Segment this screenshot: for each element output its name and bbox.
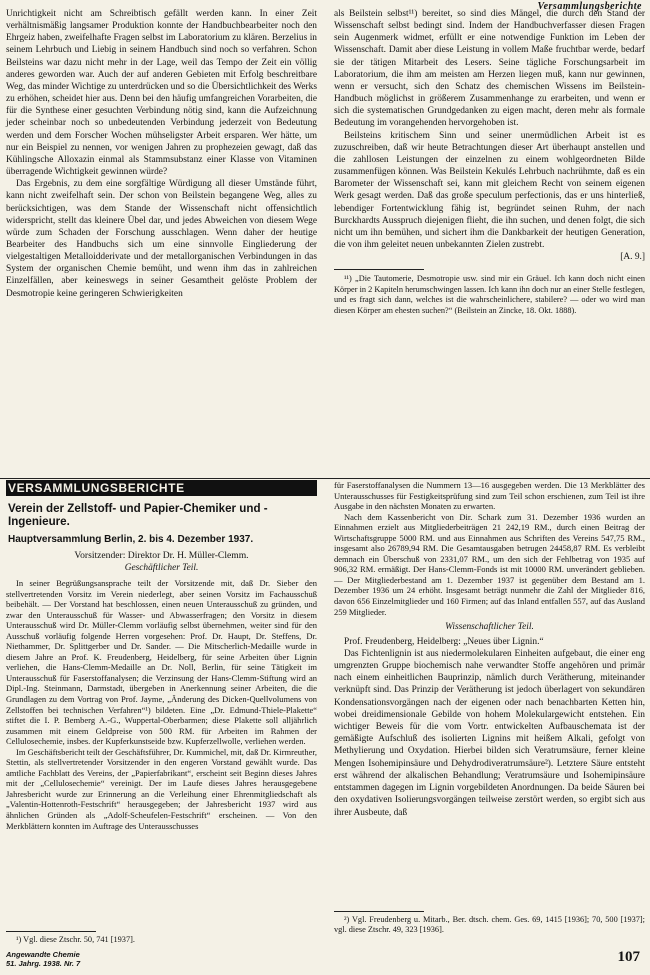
paragraph: Beilsteins kritischem Sinn und seiner unermüdlichen Arbeit ist es zuzuschreiben, daß wir heute Betrachtungen dieser Art überhaupt anstellen und die zahllosen Leistungen der einzelnen zu einem wohlgeordneten Bilde zusammenfügen können. Was Beilstein Kekulés Lehrbuch nachrühmte, daß es ein Barometer der Wissenschaft sei, kann mit gleichem Recht von seinem eigenen Werk gesagt werden. Daß das große speculum perfectionis, das er uns hinterließ, lebendiger Fortentwicklung fähig ist, begründet seinen Ruhm, der nach Burckhardts Ausspruch diejenigen flieht, die ihn suchen, und denen folgt, die sich nicht um ihn bemühen, und sichert ihm die Dankbarkeit der heutigen Generation, die von ihm geleitet neuen unbekannten Zielen zustrebt. <box>334 130 645 250</box>
paragraph: In seiner Begrüßungsansprache teilt der Vorsitzende mit, daß Dr. Sieber den stellvertretenden Vorsitz im Verein niederlegt, aber seinen Vorsitz im Fachausschuß beibehält. — Der Vorstand hat beschlossen, einen neuen Unterausschuß zu gründen, und zwar den Unterausschuß für Wasser- und Abwasserfragen; den Vorsitz in diesem Unterausschuß wird Dr. Müller-Clemm vorläufig selbst übernehmen, weiter sind für den Ausschuß vorläufig folgende Herren vorgesehen: Prof. Dr. Haupt, Dr. Steffens, Dr. Niethammer, Dr. Splittgerber und Dr. Sander. — Die Mitscherlich-Medaille wurde in diesem Jahre an Prof. K. Freudenberg, Heidelberg, für seine Arbeiten über Lignin verliehen, die Hans-Clemm-Medaille an Dr. Noll, Berlin, für seine Tätigkeit im Unterausschuß für Faserstoffanalysen; die Verzinsung der Hans-Clemm-Stiftung wird an Dipl.-Ing. Steinmann, Darmstadt, übergeben in Anerkennung seiner Arbeiten, die die Grundlagen zu dem Vortrag von Prof. Jayme, „Änderung des Dicken-Quellvolumens von Zellstoffen bei technischen Verfahren“¹) bildeten. Eine „Dr. Edmund-Thiele-Plakette“ stiftet die I. P. Bemberg A.-G., Wuppertal-Oberbarmen; diese Plakette soll alljährlich zusammen mit einem Geldpreise von 500 RM. für Arbeiten im Rahmen der Cellulosechemie, insbes. der Kupferkunstseide bzw. Kupferzellwolle, verliehen werden. <box>6 578 317 747</box>
paragraph: Unrichtigkeit nicht am Schreibtisch gefällt werden kann. In einer Zeit verhältnismäßig langsamer Produktion konnte der Handbuchbearbeiter noch den Ehrgeiz haben, zweifelhafte Fragen selbst im Laboratorium zu klären. Berzelius in seinem Lehrbuch und Liebig in seinem Handbuch sind noch so verfahren. Schon Beilsteins war dazu nicht mehr in der Lage, weil das Tempo der Zeit ein völlig anderes geworden war. Auch der auf anderen Gebieten mit Erfolg beschreitbare Weg, das minder Wichtige zu unterdrücken und so die Übersichtlichkeit des Werks zu erhöhen, scheidet hier aus. Denn bei den häufig umfangreichen Vorarbeiten, die für die Synthese einer gesuchten Verbindung nötig sind, kann die Aufzeichnung jeder scheinbar noch so unbedeutenden Verbindung jederzeit von Bedeutung werden und dem Forscher Wochen mühseligster Arbeit ersparen. Wer hätte, um nur ein Beispiel zu nennen, vor wenigen Jahren zu prophezeien gewagt, daß das Kühlingsche Alloxazin einmal als Stammsubstanz einer Klasse von Vitaminen überragende Wichtigkeit gewinnen würde? <box>6 9 317 178</box>
paragraph: Im Geschäftsbericht teilt der Geschäftsführer, Dr. Kummichel, mit, daß Dr. Kirmreuther, Stettin, als stellvertretender Vorsitzender in den engeren Vorstand gewählt wurde. Das amtliche Fachblatt des Vereins, der „Papierfabrikant“, erscheint seit Beginn dieses Jahres mit der „Cellulosechemie“ vereinigt. Der im Laufe dieses Jahres herausgegebene Jahresbericht wurde zur Erinnerung an die Verleihung einer Ehrenmitgliedschaft als „Valentin-Hottenroth-Festschrift“ herausgegeben; der Jahresbericht 1937 wird aus ähnlichen Gründen als „Adolf-Scheufelen-Festschrift“ erscheinen. — Von den Merkblättern konnten im Auftrage des Unterausschusses <box>6 746 317 831</box>
footnote-rule <box>334 269 424 270</box>
footnote-rule <box>6 931 96 932</box>
footnote-block-left <box>6 931 317 945</box>
footnote-rule <box>334 911 424 912</box>
footnote-2: ²) Vgl. Freudenberg u. Mitarb., Ber. dtsch. chem. Ges. 69, 1415 [1936]; 70, 500 [1937]; vgl. diese Ztschr. 49, 323 [1936]. <box>334 915 645 935</box>
footnote-1: ¹) Vgl. diese Ztschr. 50, 741 [1937]. <box>16 935 135 944</box>
footnote-block-right <box>334 911 645 936</box>
running-header: Versammlungsberichte <box>537 1 642 12</box>
footnote-11: ¹¹) „Die Tautomerie, Desmotropie usw. sind mir ein Gräuel. Ich kann doch nicht einen Körper in 2 Kapiteln herumschwingen lassen. Ich kann ihn doch nur an einer Stelle festlegen, und es fragt sich dann, welches ist die wahrscheinlichere, stabilere? — oder wo wird man diesen Körper am ehesten suchen?“ (Beilstein an Zincke, 18. Okt. 1888). <box>334 274 645 315</box>
paragraph: Das Fichtenlignin ist aus niedermolekularen Einheiten aufgebaut, die einer eng umgrenzten Gruppe biochemisch nahe verwandter Stoffe angehören und primär nach einem einheitlichen Bauprinzip, nämlich durch Verätherung, miteinander verknüpft sind. Das Prinzip der Verätherung ist jedoch überlagert von sekundären Kondensationsvorgängen nach der eigenen oder nach benachbarten Ketten hin, wobei dreidimensionale Gebilde von hohem Molekulargewicht entstehen. Ein wichtiger Beweis für die vom Vortr. entwickelten Aufbauschemata ist der gemäßigte Aufschluß des isolierten Lignins mit heißem Alkali, gefolgt von Methylierung und Oxydation. Hierbei bilden sich Veratrumsäure, ferner kleine Mengen Isohemipinsäure und Dehydrodiveratrumsäure²). Letztere Säure entsteht erst während der alkalischen Behandlung; Veratrumsäure und Isohemipinsäure entstammen dagegen im Lignin vorgebildeten Anordnungen. Da beide Säuren bei den oxydativen Isolierungsvorgängen teilweise zerstört werden, so ergibt sich aus ihrer Ausbeute, daß <box>334 648 645 818</box>
chair-line: Vorsitzender: Direktor Dr. H. Müller-Clemm. <box>74 550 249 561</box>
article-reference: [A. 9.] <box>620 252 645 263</box>
paragraph: als Beilstein selbst¹¹) bereitet, so sind dies Mängel, die durch den Stand der Wissenschaft selbst bedingt sind. Indem der Handbuchverfasser diesen Fragen sein Augenmerk widmet, erfüllt er eine notwendige Funktion im Leben der Wissenschaft. Damit aber diese Leistung in vollem Maße fruchtbar werde, bedarf sie der tätigen Mitarbeit des Lesers. Seine tägliche Forschungsarbeit im Laboratorium, die ihm am meisten am Herzen liegen muß, kann nur gewinnen, wenn er versucht, sich den Schatz des chemischen Wissens im Beilstein-Handbuch möglichst in größerem Zusammenhange zu erarbeiten, und wenn er sich die systematischen Grundgedanken zu eigen macht, deren mehr als formale Bedeutung im vorangehenden hervorgehoben ist. <box>334 9 645 129</box>
journal-footer <box>6 951 80 968</box>
journal-issue: 51. Jahrg. 1938. Nr. 7 <box>6 958 81 968</box>
top-left-column <box>6 8 317 300</box>
journal-name: Angewandte Chemie <box>6 950 80 959</box>
paragraph: für Faserstoffanalysen die Nummern 13—16 ausgegeben werden. Die 13 Merkblätter des Unterausschusses für Festigkeitsprüfung sind zum Teil schon erschienen, zum Teil ist ihre Ausgabe in den nächsten Monaten zu erwarten. <box>334 480 645 512</box>
paragraph: Nach dem Kassenbericht von Dir. Schark zum 31. Dezember 1936 wurden an Einnahmen erzielt aus Mitgliederbeiträgen 21 242,19 RM., durch einen Beitrag der Wirtschaftsgruppe 5000 RM. und aus Einnahmen aus Schriften des Vereins 547,75 RM., insgesamt also 26789,94 RM. Die Gesamtausgaben betrugen 24458,87 RM. Es verbleibt demnach ein Überschuß von 2331,07 RM., um den sich der Fehlbetrag von 1935 auf 906,32 RM. ermäßigt. Der Hans-Clemm-Fonds ist mit 10000 RM. unverändert geblieben. — Der Mitgliederbestand am 1. Dezember 1937 ist gegenüber dem Bestand am 1. Dezember 1936 um 24 erhöht. Insgesamt beträgt nunmehr die Zahl der Mitglieder 816, davon 656 Einzelmitglieder und 160 Firmen; auf das Inland entfallen 557, auf das Ausland 259 Mitglieder. <box>334 511 645 617</box>
section-banner: VERSAMMLUNGSBERICHTE <box>6 480 317 496</box>
science-section-title: Wissenschaftlicher Teil. <box>445 622 534 633</box>
top-right-column <box>334 8 645 316</box>
article-title: Verein der Zellstoff- und Papier-Chemiker und -Ingenieure. <box>8 502 268 528</box>
paragraph: Das Ergebnis, zu dem eine sorgfältige Würdigung all dieser Umstände führt, kann nicht zweifelhaft sein. Der schon von Beilstein begangene Weg, alles zu berücksichtigen, was dem Stande der Wissenschaft nicht offensichtlich widerspricht, stellt das kleinere Übel dar, und jedes Abweichen von diesem Wege würde zum Schaden der Forschung ausschlagen. Wenn daher der heutige Bearbeiter des Handbuchs sich um eine sinnvolle Eingliederung der vielgestaltigen Metalloidderivate und der metallorganischen Verbindungen in das System der organischen Chemie bemüht, und wenn ihm das in zahlreichen Einzelfällen, aber keineswegs in seiner Gesamtheit gelöste Problem der Desmotropie keine geringeren Schwierigkeiten <box>6 179 317 299</box>
meeting-line: Hauptversammlung Berlin, 2. bis 4. Dezember 1937. <box>8 534 254 545</box>
business-section-title: Geschäftlicher Teil. <box>124 563 199 573</box>
section-divider <box>0 478 650 479</box>
bottom-right-column <box>334 480 645 819</box>
page-number: 107 <box>617 949 640 965</box>
business-column <box>6 578 317 831</box>
talk-heading: Prof. Freudenberg, Heidelberg: „Neues über Lignin.“ <box>344 636 544 647</box>
